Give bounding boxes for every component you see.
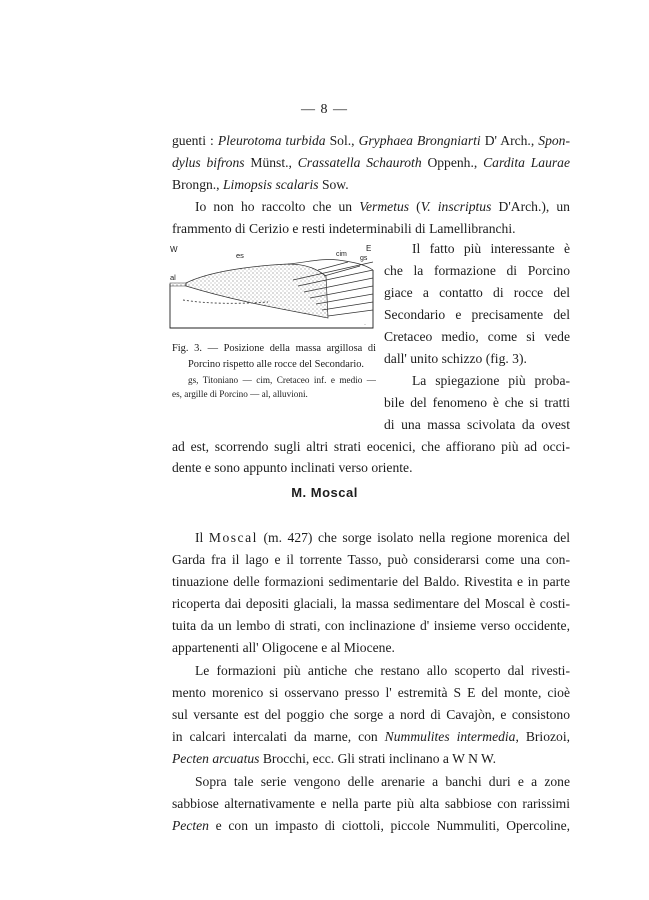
text-line: Secondario e precisamente del xyxy=(384,307,570,322)
label-al: al xyxy=(170,273,176,282)
text-line: frammento di Cerizio e resti indeterminabili di Lamellibranchi. xyxy=(172,221,516,236)
label-es: es xyxy=(236,251,244,260)
label-gs: gs xyxy=(360,255,368,262)
label-cim: cim xyxy=(336,251,347,258)
text-line: Sopra tale serie vengono delle arenarie a banchi duri e a zone xyxy=(195,774,570,789)
text-line: Le formazioni più antiche che restano allo scoperto dal rivesti- xyxy=(195,663,570,678)
figure-legend: gs, Titoniano — cim, Cretaceo inf. e medio — xyxy=(188,375,376,385)
text-line: Io non ho raccolto che un Vermetus (V. inscriptus D'Arch.), un xyxy=(195,199,570,214)
text-line: Garda fra il lago e il torrente Tasso, può considerarsi come una con- xyxy=(172,552,570,567)
page-number: — 8 — xyxy=(301,102,348,117)
text-line: ad est, scorrendo sugli altri strati eocenici, che affiorano più ad occi- xyxy=(172,439,570,454)
text-line: giace a contatto di rocce del xyxy=(384,285,570,300)
text-line: che la formazione di Porcino xyxy=(384,263,570,278)
section-heading: M. Moscal xyxy=(291,485,358,500)
text-line: dente e sono appunto inclinati verso oriente. xyxy=(172,460,413,475)
text-line: dylus bifrons Münst., Crassatella Schauroth Oppenh., Cardita Laurae xyxy=(172,155,570,170)
figure-caption: Porcino rispetto alle rocce del Secondario. xyxy=(188,359,365,370)
figure-caption: Fig. 3. — Posizione della massa argillosa di xyxy=(172,343,376,354)
text-line: Pecten e con un impasto di ciottoli, piccole Nummuliti, Opercoline, xyxy=(172,818,570,833)
label-w: W xyxy=(170,245,178,254)
svg-text:·: · xyxy=(364,322,366,328)
text-line: Pecten arcuatus Brocchi, ecc. Gli strati inclinano a W N W. xyxy=(172,751,497,766)
text-line: sul versante est del poggio che sorge a nord di Cavajòn, e consistono xyxy=(172,707,570,722)
text-line: Il fatto più interessante è xyxy=(412,241,570,256)
text-line: ricoperta dai depositi glaciali, la massa sedimentare del Moscal è costi- xyxy=(172,596,570,611)
text-line: guenti : Pleurotoma turbida Sol., Gryphaea Brongniarti D' Arch., Spon- xyxy=(172,133,570,148)
text-line: in calcari intercalati da marne, con Nummulites intermedia, Briozoi, xyxy=(172,729,570,744)
text-line: dall' unito schizzo (fig. 3). xyxy=(384,351,527,366)
text-line: Brongn., Limopsis scalaris Sow. xyxy=(172,177,349,192)
text-line: La spiegazione più proba- xyxy=(412,373,570,388)
geological-sketch-figure xyxy=(168,240,378,338)
text-line: appartenenti all' Oligocene e al Miocene. xyxy=(172,640,395,655)
text-line: di una massa scivolata da ovest xyxy=(384,417,570,432)
text-line: mento morenico si osservano presso l' estremità S E del monte, cioè xyxy=(172,685,570,700)
text-line: Cretaceo medio, come si vede xyxy=(384,329,570,344)
figure-legend: es, argille di Porcino — al, alluvioni. xyxy=(172,389,308,399)
text-line: Il Moscal (m. 427) che sorge isolato nella regione morenica del xyxy=(195,530,571,545)
cross-section-diagram xyxy=(168,240,378,338)
text-line: sabbiose alternativamente e nella parte più alta sabbiose con rarissimi xyxy=(172,796,570,811)
label-e: E xyxy=(366,244,372,253)
text-line: tinuazione delle formazioni sedimentarie del Baldo. Rivestita e in parte xyxy=(172,574,570,589)
text-line: tuita da un lembo di strati, con inclinazione d' insieme verso occidente, xyxy=(172,618,570,633)
text-line: bile del fenomeno è che si tratti xyxy=(384,395,570,410)
